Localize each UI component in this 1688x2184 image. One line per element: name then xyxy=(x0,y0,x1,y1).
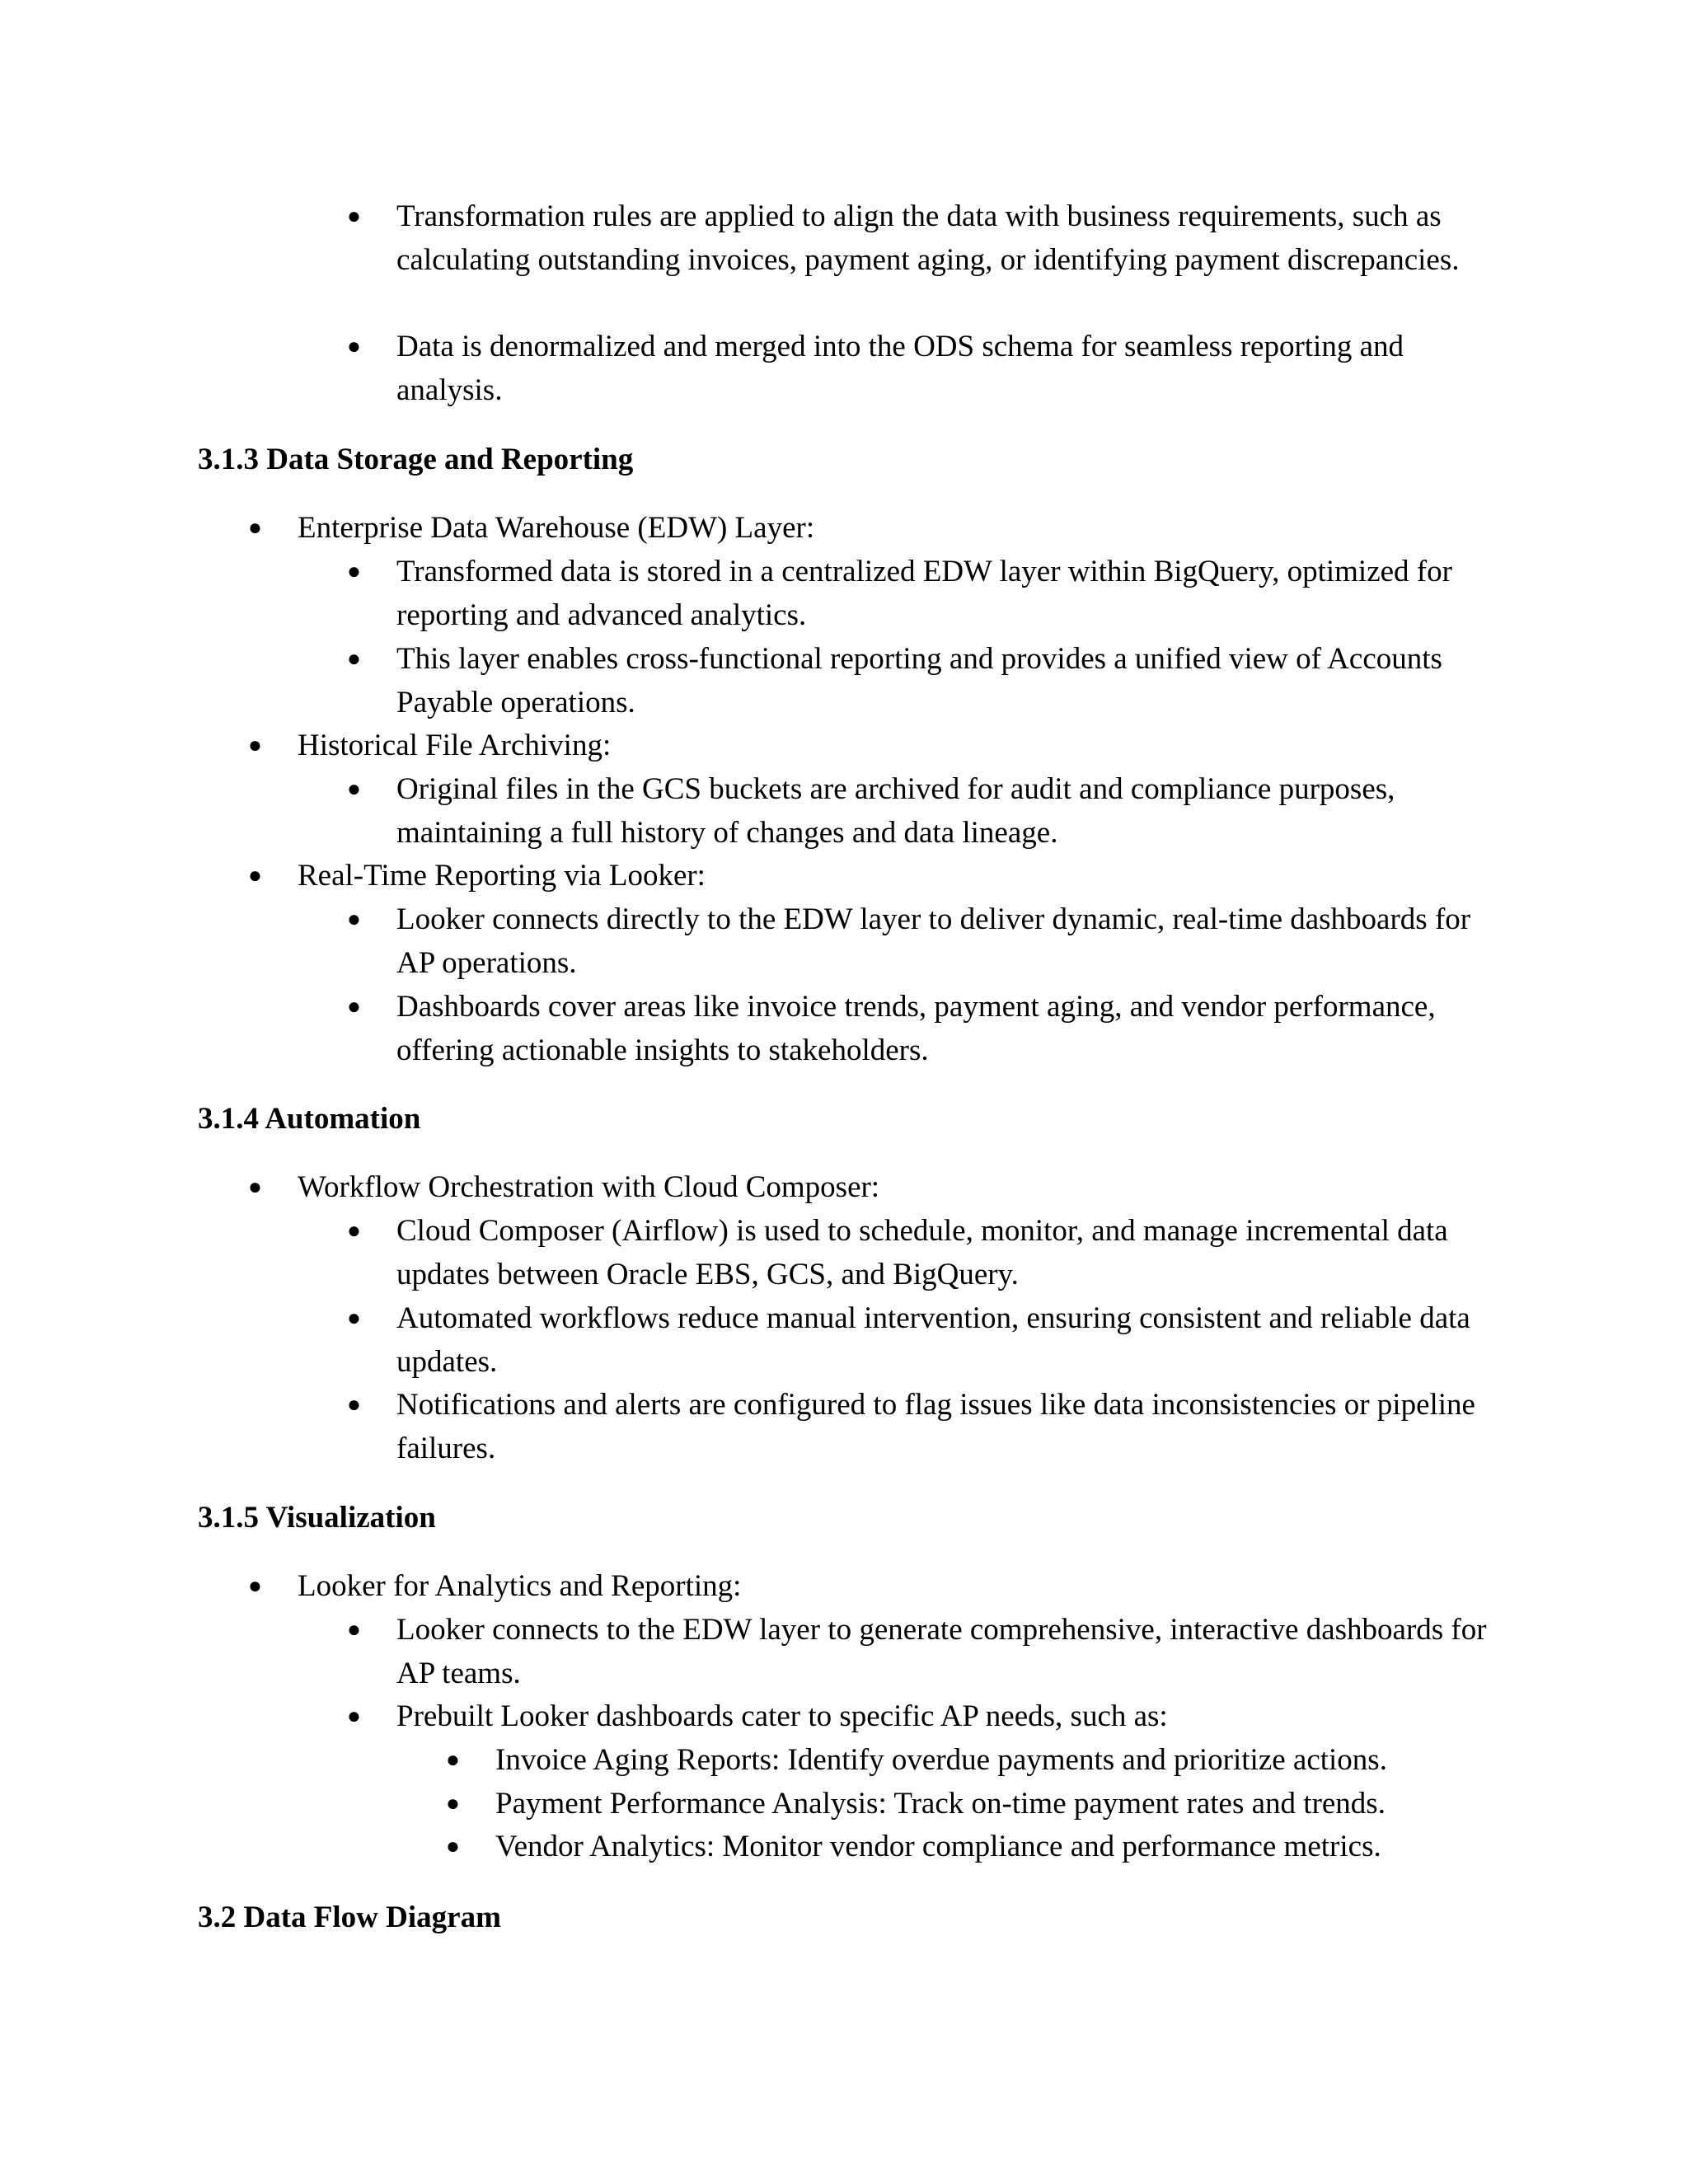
list-item-text: Notifications and alerts are configured to flag issues like data inconsistencies or pipeline failures. xyxy=(396,1388,1475,1465)
section-heading-3-2: 3.2 Data Flow Diagram xyxy=(198,1900,501,1934)
bullet-icon: ● xyxy=(347,1305,361,1331)
list-item-text: Looker connects directly to the EDW layer to deliver dynamic, real-time dashboards for AP operations. xyxy=(396,902,1471,980)
bullet-icon: ● xyxy=(248,1174,262,1200)
list-item-text: Looker for Analytics and Reporting: xyxy=(298,1569,742,1603)
list-item xyxy=(347,325,1493,412)
list-item-text: Dashboards cover areas like invoice trends, payment aging, and vendor performance, offering actionable insights to stakeholders. xyxy=(396,990,1436,1067)
section-heading-3-1-4: 3.1.4 Automation xyxy=(198,1102,421,1136)
list-item-text: Original files in the GCS buckets are archived for audit and compliance purposes, maintaining a full history of changes and data lineage. xyxy=(396,772,1395,850)
list-item xyxy=(347,1694,1493,1738)
bullet-icon: ● xyxy=(347,646,361,672)
bullet-icon: ● xyxy=(347,994,361,1019)
list-item xyxy=(248,854,1493,898)
list-item-text: Payment Performance Analysis: Track on-time payment rates and trends. xyxy=(495,1787,1386,1821)
bullet-icon: ● xyxy=(248,1573,262,1599)
list-item-text: Transformation rules are applied to align the data with business requirements, such as calculating outstanding invoices, payment aging, or identifying payment discrepancies. xyxy=(396,199,1460,277)
list-item-text: This layer enables cross-functional reporting and provides a unified view of Accounts Payable operations. xyxy=(396,642,1442,719)
list-item xyxy=(446,1825,1493,1868)
bullet-icon: ● xyxy=(248,863,262,888)
section-heading-3-1-5: 3.1.5 Visualization xyxy=(198,1501,436,1535)
list-item xyxy=(248,1165,1493,1209)
list-item-text: Automated workflows reduce manual intervention, ensuring consistent and reliable data updates. xyxy=(396,1301,1470,1379)
list-item xyxy=(347,767,1493,855)
list-item xyxy=(446,1738,1493,1782)
list-item xyxy=(248,1564,1493,1608)
bullet-icon: ● xyxy=(446,1747,460,1773)
list-item-text: Historical File Archiving: xyxy=(298,729,612,762)
bullet-icon: ● xyxy=(347,907,361,932)
bullet-icon: ● xyxy=(347,776,361,802)
list-item-text: Workflow Orchestration with Cloud Composer: xyxy=(298,1170,880,1204)
bullet-icon: ● xyxy=(248,515,262,541)
list-item xyxy=(347,194,1493,282)
list-item xyxy=(248,724,1493,767)
list-item xyxy=(347,1209,1493,1296)
list-item xyxy=(347,1608,1493,1695)
bullet-icon: ● xyxy=(347,334,361,359)
list-item-text: Transformed data is stored in a centralized EDW layer within BigQuery, optimized for reporting and advanced analytics. xyxy=(396,555,1452,632)
list-item-text: Looker connects to the EDW layer to generate comprehensive, interactive dashboards for AP teams. xyxy=(396,1613,1487,1690)
bullet-icon: ● xyxy=(446,1834,460,1859)
bullet-icon: ● xyxy=(347,1704,361,1729)
list-item-text: Cloud Composer (Airflow) is used to schedule, monitor, and manage incremental data updates between Oracle EBS, GCS, and BigQuery. xyxy=(396,1214,1448,1291)
list-item xyxy=(347,898,1493,985)
list-item-text: Invoice Aging Reports: Identify overdue payments and prioritize actions. xyxy=(495,1743,1387,1777)
section-heading-3-1-3: 3.1.3 Data Storage and Reporting xyxy=(198,443,634,476)
list-item-text: Real-Time Reporting via Looker: xyxy=(298,859,706,893)
list-item-text: Data is denormalized and merged into the ODS schema for seamless reporting and analysis. xyxy=(396,330,1404,407)
list-item xyxy=(446,1782,1493,1825)
list-item xyxy=(347,1296,1493,1384)
bullet-icon: ● xyxy=(347,559,361,584)
list-item xyxy=(347,1383,1493,1470)
list-item-text: Vendor Analytics: Monitor vendor compliance and performance metrics. xyxy=(495,1830,1381,1863)
bullet-icon: ● xyxy=(248,733,262,758)
list-item xyxy=(248,506,1493,550)
list-item-text: Prebuilt Looker dashboards cater to specific AP needs, such as: xyxy=(396,1699,1168,1733)
bullet-icon: ● xyxy=(347,204,361,229)
bullet-icon: ● xyxy=(347,1617,361,1643)
bullet-icon: ● xyxy=(347,1218,361,1244)
bullet-icon: ● xyxy=(446,1791,460,1816)
bullet-icon: ● xyxy=(347,1392,361,1418)
list-item xyxy=(347,550,1493,637)
list-item-text: Enterprise Data Warehouse (EDW) Layer: xyxy=(298,511,815,545)
list-item xyxy=(347,637,1493,724)
list-item xyxy=(347,985,1493,1072)
